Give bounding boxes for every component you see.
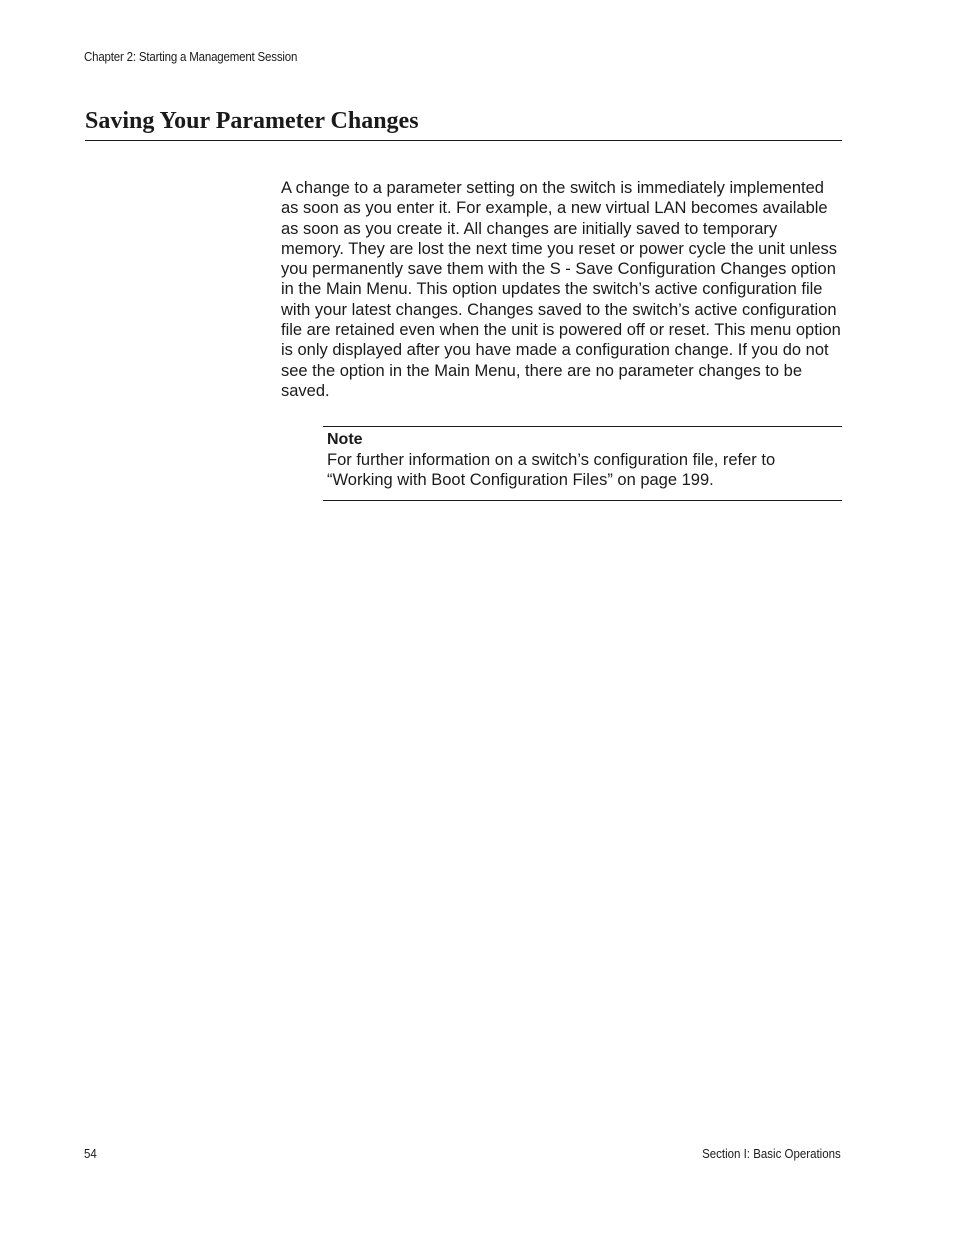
page-number: 54 — [84, 1147, 97, 1161]
title-divider — [85, 140, 842, 141]
body-paragraph: A change to a parameter setting on the switch is immediately implemented as soon as you enter it. For example, a new virtual LAN becomes available as soon as you create it. All changes are initially saved to temporary memory. They are lost the next time you reset or power cycle the unit unless you permanently save them with the S - Save Configuration Changes option in the Main Menu. This option updates the switch’s active configuration file with your latest changes. Changes saved to the switch’s active configuration file are retained even when the unit is powered off or reset. This menu option is only displayed after you have made a configuration change. If you do not see the option in the Main Menu, there are no parameter changes to be saved. — [281, 179, 841, 400]
note-box — [323, 426, 842, 501]
section-title: Saving Your Parameter Changes — [85, 108, 419, 134]
running-header: Chapter 2: Starting a Management Session — [84, 50, 298, 64]
note-label: Note — [327, 431, 363, 448]
note-text: For further information on a switch’s configuration file, refer to “Working with Boot Configuration Files” on page 199. — [327, 451, 776, 490]
running-footer: Section I: Basic Operations — [702, 1147, 841, 1161]
